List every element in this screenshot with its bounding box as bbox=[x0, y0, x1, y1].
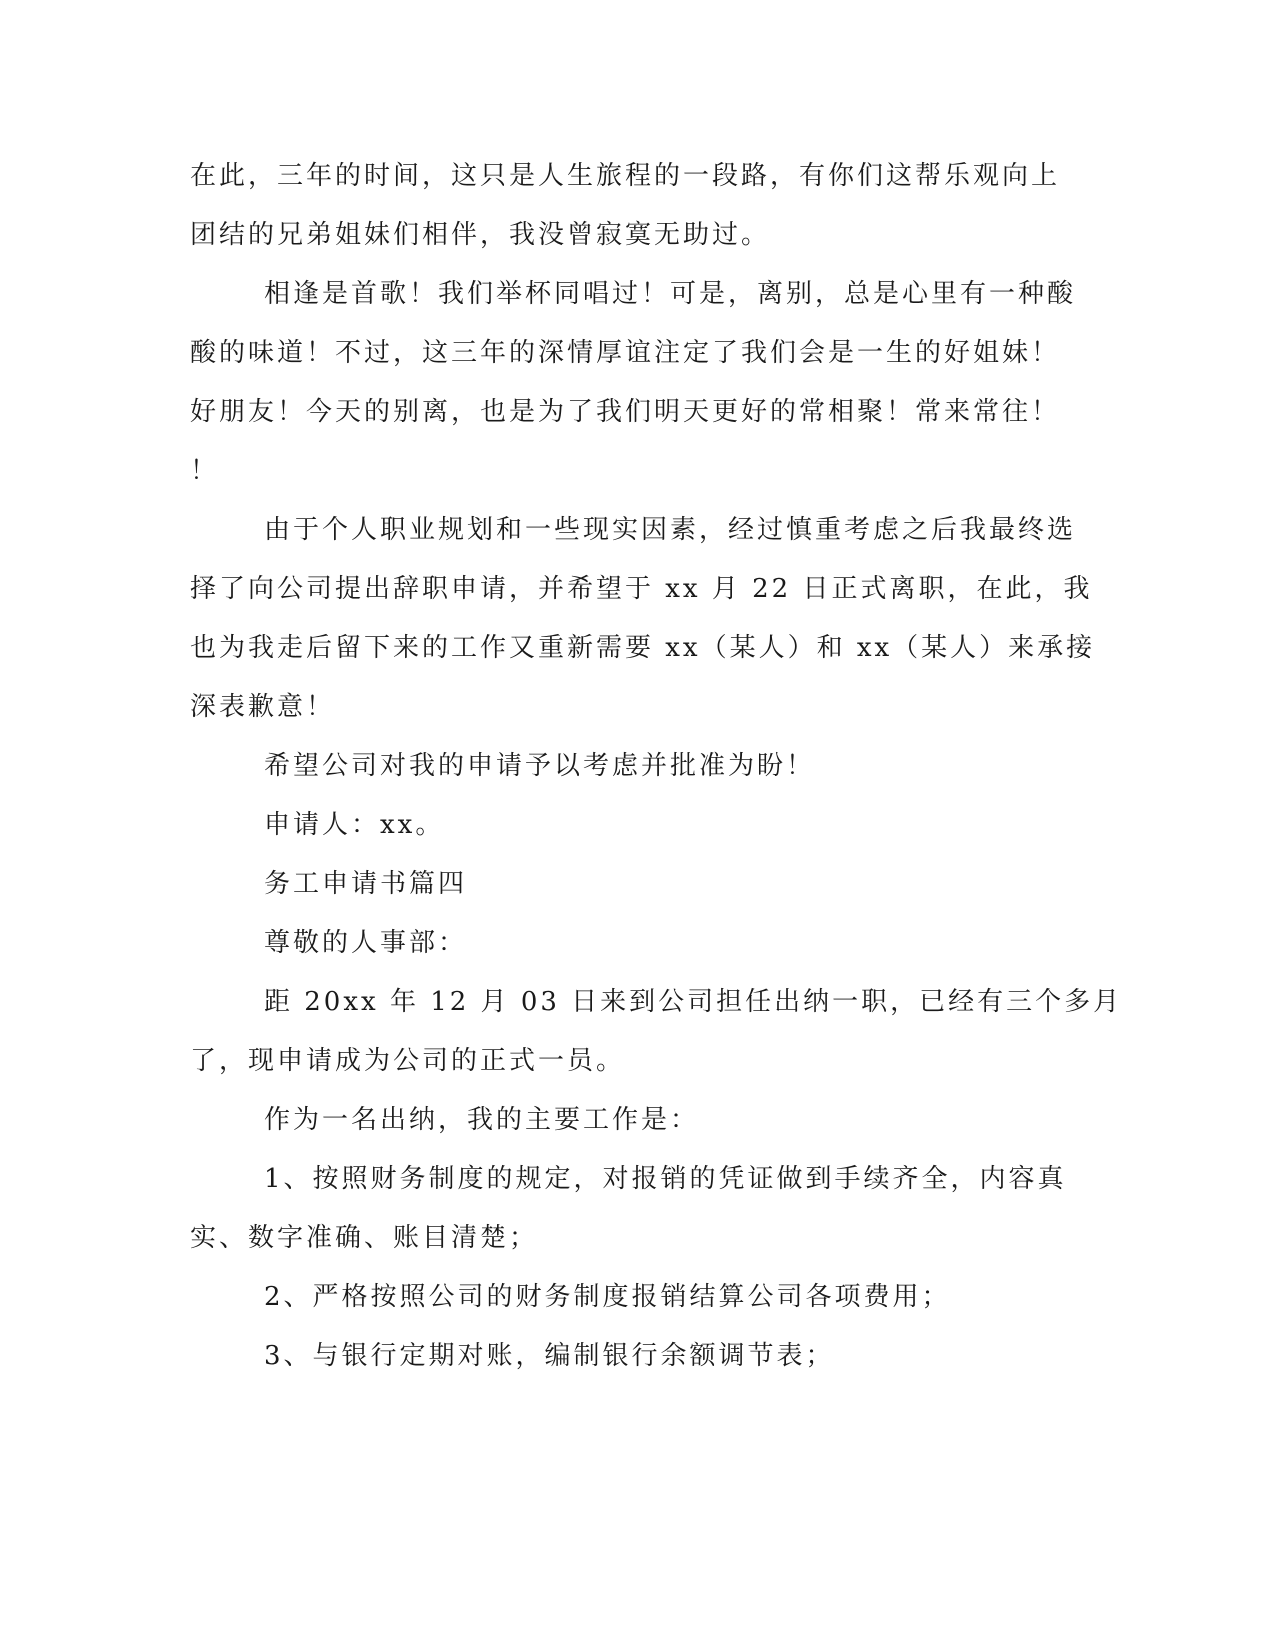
text-line: 酸的味道！不过，这三年的深情厚谊注定了我们会是一生的好姐妹！ bbox=[190, 338, 1061, 368]
text-line: 在此，三年的时间，这只是人生旅程的一段路，有你们这帮乐观向上 bbox=[190, 161, 1061, 191]
paragraph-start-line: 作为一名出纳，我的主要工作是： bbox=[264, 1105, 700, 1135]
list-item-line: 3、与银行定期对账，编制银行余额调节表； bbox=[264, 1341, 835, 1371]
section-heading: 务工申请书篇四 bbox=[264, 869, 468, 899]
paragraph-start-line: 由于个人职业规划和一些现实因素，经过慎重考虑之后我最终选 bbox=[264, 515, 1077, 545]
signature-line: 申请人：xx。 bbox=[264, 810, 445, 840]
text-line: 也为我走后留下来的工作又重新需要 xx（某人）和 xx（某人）来承接 bbox=[190, 633, 1096, 663]
text-line: ！ bbox=[190, 456, 220, 486]
paragraph-start-line: 希望公司对我的申请予以考虑并批准为盼！ bbox=[264, 751, 816, 781]
text-line: 团结的兄弟姐妹们相伴，我没曾寂寞无助过。 bbox=[190, 220, 771, 250]
text-line: 深表歉意！ bbox=[190, 692, 336, 722]
list-item-line: 2、严格按照公司的财务制度报销结算公司各项费用； bbox=[264, 1282, 951, 1312]
text-line: 实、数字准确、账目清楚； bbox=[190, 1223, 539, 1253]
text-line: 好朋友！今天的别离，也是为了我们明天更好的常相聚！常来常往！ bbox=[190, 397, 1061, 427]
salutation: 尊敬的人事部： bbox=[264, 928, 468, 958]
paragraph-start-line: 相逢是首歌！我们举杯同唱过！可是，离别，总是心里有一种酸 bbox=[264, 279, 1077, 309]
paragraph-start-line: 距 20xx 年 12 月 03 日来到公司担任出纳一职，已经有三个多月 bbox=[264, 987, 1123, 1017]
text-line: 择了向公司提出辞职申请，并希望于 xx 月 22 日正式离职，在此，我 bbox=[190, 574, 1093, 604]
text-line: 了，现申请成为公司的正式一员。 bbox=[190, 1046, 626, 1076]
list-item-line: 1、按照财务制度的规定，对报销的凭证做到手续齐全，内容真 bbox=[264, 1164, 1067, 1194]
